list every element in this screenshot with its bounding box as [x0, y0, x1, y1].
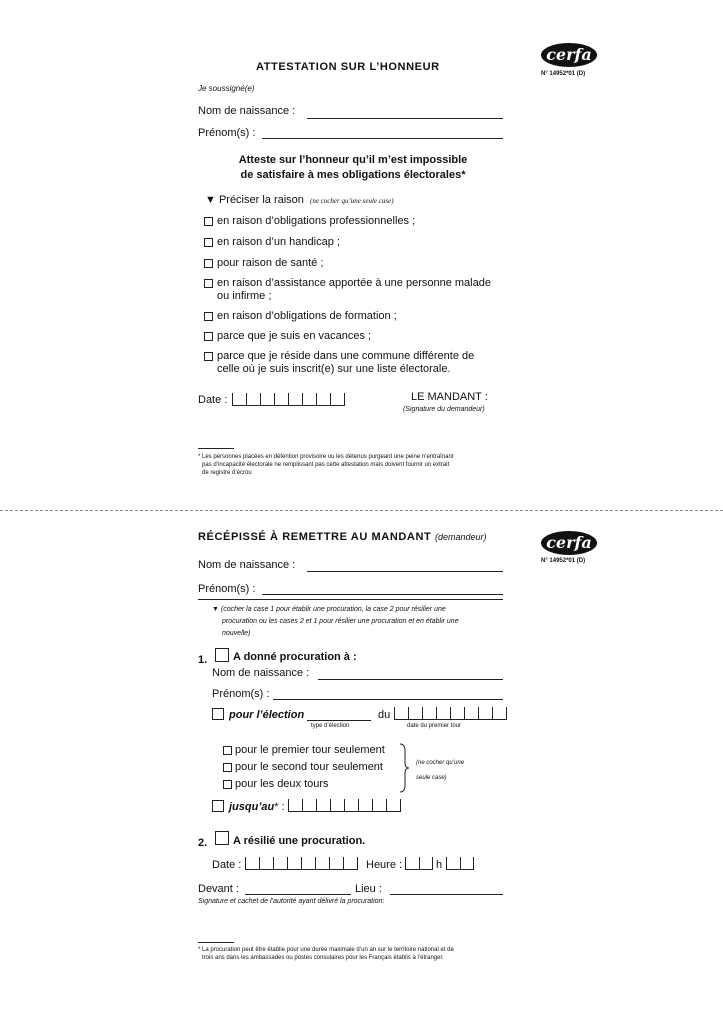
- reason-checkbox-professional[interactable]: [204, 217, 213, 226]
- mandant-label: LE MANDANT :: [411, 391, 488, 403]
- footnote-line-2: pas d’incapacité électorale ne remplissant pas cette attestation mais doivent fournir un extrait: [202, 462, 450, 468]
- jusquau-checkbox[interactable]: [212, 800, 224, 812]
- tour-premier: pour le premier tour seulement: [235, 744, 385, 756]
- preciser-note: (ne cocher qu’une seule case): [309, 197, 394, 205]
- du-label: du: [378, 709, 391, 721]
- date-premier-tour-caption: date du premier tour: [407, 723, 462, 729]
- signature-cachet-label: Signature et cachet de l’autorité ayant délivré la procuration:: [198, 898, 385, 905]
- reason-residence-continued: celle où je suis inscrit(e) sur une liste électorale.: [217, 363, 451, 375]
- reason-checkbox-assistance[interactable]: [204, 279, 213, 288]
- mandataire-nom-label: Nom de naissance :: [212, 667, 310, 679]
- footnote-line-3: de registre d’écrou: [202, 470, 252, 476]
- reason-professional: en raison d’obligations professionnelles ;: [217, 215, 416, 227]
- recepisse-nom-label: Nom de naissance :: [198, 559, 296, 571]
- statement-line-2: de satisfaire à mes obligations électorales*: [240, 169, 466, 181]
- recepisse-footnote-line-1: * La procuration peut être établie pour une durée maximale d’un an sur le territoire national et de: [198, 947, 454, 953]
- resiliation-date-label: Date :: [212, 859, 242, 871]
- recepisse-footnote: [198, 946, 513, 962]
- reason-training: en raison d’obligations de formation ;: [217, 310, 397, 322]
- instruction-line-2: procuration ou les cases 2 et 1 pour résilier une procuration et en établir une: [222, 618, 459, 625]
- lieu-field[interactable]: [390, 894, 503, 895]
- reason-checkbox-residence[interactable]: [204, 352, 213, 361]
- signature-demandeur-label: (Signature du demandeur): [403, 406, 485, 413]
- reason-assistance-continued: ou infirme ;: [217, 290, 272, 302]
- lieu-label: Lieu :: [355, 883, 382, 895]
- reason-checkbox-handicap[interactable]: [204, 238, 213, 247]
- reason-assistance: en raison d’assistance apportée à une personne malade: [217, 277, 491, 289]
- jusquau-star: * :: [274, 801, 285, 813]
- resiliation-date-field[interactable]: [245, 858, 358, 870]
- reason-vacation: parce que je suis en vacances ;: [217, 330, 372, 342]
- mandataire-prenom-label: Prénom(s) :: [212, 688, 270, 700]
- recepisse-divider: [198, 599, 503, 600]
- donne-procuration-label: A donné procuration à :: [233, 651, 357, 663]
- footnote-divider-2: [198, 942, 234, 943]
- form-reference-number: N° 14952*01 (D): [541, 71, 586, 77]
- jusquau-text: jusqu’au: [229, 801, 275, 813]
- tour-checkbox-premier[interactable]: [223, 746, 232, 755]
- je-soussigne-label: Je soussigné(e): [198, 84, 255, 93]
- type-election-caption: type d’élection: [311, 723, 350, 729]
- date-premier-tour-field[interactable]: [394, 708, 507, 720]
- pour-election-label: pour l’élection: [229, 709, 305, 721]
- minute-field[interactable]: [446, 858, 474, 870]
- attestation-statement: [198, 153, 508, 183]
- section-number-1: 1.: [198, 654, 208, 666]
- tour-brace-icon: [398, 743, 410, 793]
- footnote-line-1: * Les personnes placées en détention provisoire ou les détenus purgeant une peine n’entraînant: [198, 454, 454, 460]
- devant-label: Devant :: [198, 883, 239, 895]
- cerfa-logo-2: cerfa: [541, 531, 597, 555]
- reason-checkbox-training[interactable]: [204, 312, 213, 321]
- tour-note-line-2: seule case): [416, 775, 447, 781]
- mandataire-prenom-field[interactable]: [273, 699, 503, 700]
- recepisse-instruction: [212, 604, 512, 640]
- instruction-line-3: nouvelle): [222, 630, 251, 637]
- section-number-2: 2.: [198, 837, 208, 849]
- date-label: Date :: [198, 394, 228, 406]
- reason-checkbox-health[interactable]: [204, 259, 213, 268]
- attestation-title: ATTESTATION SUR L’HONNEUR: [256, 61, 440, 73]
- h-label: h: [436, 859, 443, 871]
- tour-note: [416, 756, 464, 786]
- tour-checkbox-second[interactable]: [223, 763, 232, 772]
- cerfa-logo: cerfa: [541, 43, 597, 67]
- type-election-field[interactable]: [307, 720, 371, 721]
- heure-label: Heure :: [366, 859, 403, 871]
- reason-checkbox-vacation[interactable]: [204, 332, 213, 341]
- prenom-field[interactable]: [262, 138, 503, 139]
- date-field[interactable]: [232, 394, 345, 406]
- reason-health: pour raison de santé ;: [217, 257, 324, 269]
- preciser-raison-label: [205, 194, 394, 206]
- attestation-footnote: [198, 453, 508, 477]
- donne-procuration-checkbox[interactable]: [215, 648, 229, 662]
- heure-field[interactable]: [405, 858, 433, 870]
- tour-note-line-1: (ne cocher qu’une: [416, 760, 465, 766]
- resilie-procuration-label: A résilié une procuration.: [233, 835, 366, 847]
- election-checkbox[interactable]: [212, 708, 224, 720]
- mandataire-nom-field[interactable]: [318, 679, 503, 680]
- nom-naissance-field[interactable]: [307, 118, 503, 119]
- tour-second: pour le second tour seulement: [235, 761, 383, 773]
- reason-residence: parce que je réside dans une commune différente de: [217, 350, 475, 362]
- recepisse-footnote-line-2: trois ans dans les ambassades ou postes consulaires pour les Français établis à l’étranger.: [202, 955, 444, 961]
- nom-naissance-label: Nom de naissance :: [198, 105, 296, 117]
- tour-checkbox-deux[interactable]: [223, 780, 232, 789]
- footnote-divider: [198, 448, 234, 449]
- recepisse-title: [198, 531, 487, 543]
- recepisse-prenom-field[interactable]: [262, 594, 503, 595]
- jusquau-date-field[interactable]: [288, 800, 401, 812]
- devant-field[interactable]: [245, 894, 351, 895]
- recepisse-nom-field[interactable]: [307, 571, 503, 572]
- preciser-text: ▼ Préciser la raison: [205, 194, 304, 206]
- recepisse-title-text: RÉCÉPISSÉ À REMETTRE AU MANDANT: [198, 531, 432, 543]
- recepisse-prenom-label: Prénom(s) :: [198, 583, 256, 595]
- jusquau-label: [229, 801, 285, 813]
- reason-handicap: en raison d’un handicap ;: [217, 236, 340, 248]
- form-reference-number-2: N° 14952*01 (D): [541, 558, 586, 564]
- cut-line: [0, 510, 723, 511]
- recepisse-title-suffix: (demandeur): [434, 532, 487, 542]
- resilie-procuration-checkbox[interactable]: [215, 831, 229, 845]
- instruction-line-1: ▼ (cocher la case 1 pour établir une procuration, la case 2 pour résilier une: [212, 606, 446, 613]
- prenom-label: Prénom(s) :: [198, 127, 256, 139]
- tour-deux: pour les deux tours: [235, 778, 329, 790]
- statement-line-1: Atteste sur l’honneur qu’il m’est impossible: [238, 154, 468, 166]
